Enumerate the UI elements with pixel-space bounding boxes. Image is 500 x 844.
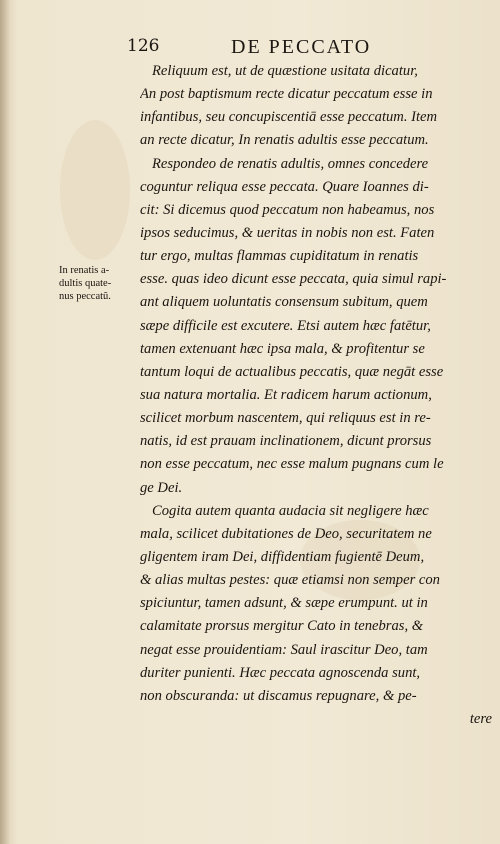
- text-line: tur ergo, multas flammas cupiditatum in renatis: [140, 248, 419, 265]
- marginal-note: [59, 264, 139, 303]
- text-line: sua natura mortalia. Et radicem harum actionum,: [140, 386, 432, 403]
- text-line: Cogita autem quanta audacia sit negligere hæc: [152, 502, 429, 519]
- text-line: negat esse prouidentiam: Saul irascitur Deo, tam: [140, 641, 428, 658]
- text-line: ipsos seducimus, & ueritas in nobis non est. Faten: [140, 224, 435, 241]
- text-line: mala, scilicet dubitationes de Deo, securitatem ne: [140, 525, 432, 542]
- text-line: tere: [469, 710, 492, 727]
- text-line: Respondeo de renatis adultis, omnes concedere: [152, 155, 429, 172]
- text-line: natis, id est prauam inclinationem, dicunt prorsus: [140, 433, 432, 450]
- marginal-note-line: nus peccatũ.: [59, 291, 111, 302]
- text-line: spiciuntur, tamen adsunt, & sæpe erumpunt. ut in: [140, 595, 428, 612]
- text-line: an recte dicatur, In renatis adultis esse peccatum.: [140, 132, 429, 149]
- running-head: DE PECCATO: [231, 36, 372, 58]
- text-line: duriter punienti. Hæc peccata agnoscenda sunt,: [140, 664, 421, 681]
- text-line: infantibus, seu concupiscentiā esse peccatum. Item: [140, 109, 438, 126]
- page-number: 126: [127, 36, 160, 56]
- text-line: non esse peccatum, nec esse malum pugnans cum le: [140, 456, 444, 473]
- text-line: non obscuranda: ut discamus repugnare, & pe-: [140, 687, 417, 704]
- text-line: coguntur reliqua esse peccata. Quare Ioannes di-: [140, 178, 429, 195]
- text-line: & alias multas pestes: quæ etiamsi non semper con: [140, 572, 440, 589]
- page-header: [127, 36, 487, 60]
- text-line: calamitate prorsus mergitur Cato in tenebras, &: [140, 618, 424, 635]
- body-text: [140, 60, 492, 731]
- text-line: ge Dei.: [140, 479, 183, 496]
- text-line: tamen extenuant hæc ipsa mala, & profitentur se: [140, 340, 425, 357]
- text-line: gligentem iram Dei, diffidentiam fugientē Deum,: [140, 548, 425, 565]
- marginal-note-line: In renatis a-: [59, 265, 110, 276]
- marginal-note-line: dultis quate-: [59, 278, 112, 289]
- text-line: scilicet morbum nascentem, qui reliquus est in re-: [140, 410, 431, 427]
- text-line: Reliquum est, ut de quæstione usitata dicatur,: [152, 63, 418, 79]
- gutter-shadow: [0, 0, 10, 844]
- text-line: tantum loqui de actualibus peccatis, quæ negāt esse: [140, 363, 444, 380]
- paper-stain: [60, 120, 130, 260]
- text-line: ant aliquem uoluntatis consensum subitum, quem: [140, 294, 428, 311]
- text-line: sæpe difficile est excutere. Etsi autem hæc fatētur,: [140, 317, 431, 334]
- text-line: An post baptismum recte dicatur peccatum esse in: [140, 86, 433, 103]
- text-line: cit: Si dicemus quod peccatum non habeamus, nos: [140, 201, 435, 218]
- text-line: esse. quas ideo dicunt esse peccata, quia simul rapi-: [140, 271, 447, 288]
